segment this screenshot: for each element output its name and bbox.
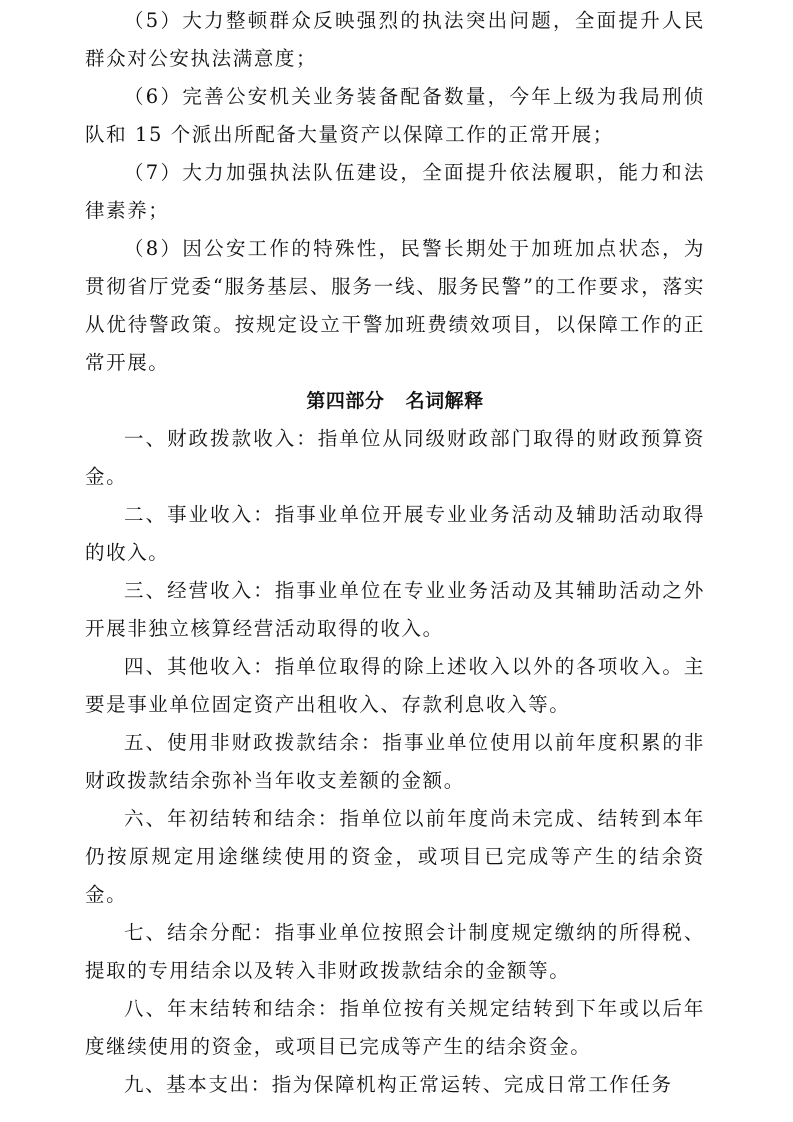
document-body bbox=[85, 2, 705, 1104]
section-title: 第四部分 名词解释 bbox=[306, 390, 484, 412]
paragraph-item-6: （6）完善公安机关业务装备配备数量，今年上级为我局刑侦队和 15 个派出所配备大量资产以保障工作的正常开展； bbox=[85, 85, 705, 146]
definition-business-income: 二、事业收入：指事业单位开展专业业务活动及辅助活动取得的收入。 bbox=[85, 503, 705, 564]
definition-other-income: 四、其他收入：指单位取得的除上述收入以外的各项收入。主要是事业单位固定资产出租收入、存款利息收入等。 bbox=[85, 655, 705, 716]
definition-basic-expenditure: 九、基本支出：指为保障机构正常运转、完成日常工作任务 bbox=[124, 1073, 673, 1096]
definition-operating-income: 三、经营收入：指事业单位在专业业务活动及其辅助活动之外开展非独立核算经营活动取得的收入。 bbox=[85, 579, 705, 640]
definition-non-fiscal-balance-use: 五、使用非财政拨款结余：指事业单位使用以前年度积累的非财政拨款结余弥补当年收支差额的金额。 bbox=[85, 731, 705, 792]
paragraph-item-5: （5）大力整顿群众反映强烈的执法突出问题，全面提升人民群众对公安执法满意度； bbox=[85, 9, 705, 70]
definition-closing-carryover: 八、年末结转和结余：指单位按有关规定结转到下年或以后年度继续使用的资金，或项目已完成等产生的结余资金。 bbox=[85, 997, 705, 1058]
paragraph-item-7: （7）大力加强执法队伍建设，全面提升依法履职，能力和法律素养； bbox=[85, 161, 705, 222]
definition-fiscal-appropriation-income: 一、财政拨款收入：指单位从同级财政部门取得的财政预算资金。 bbox=[85, 427, 705, 488]
paragraph-item-8: （8）因公安工作的特殊性，民警长期处于加班加点状态，为贯彻省厅党委“服务基层、服务一线、服务民警”的工作要求，落实从优待警政策。按规定设立干警加班费绩效项目，以保障工作的正常开展。 bbox=[85, 237, 705, 374]
definition-opening-carryover: 六、年初结转和结余：指单位以前年度尚未完成、结转到本年仍按原规定用途继续使用的资金，或项目已完成等产生的结余资金。 bbox=[85, 807, 705, 906]
definition-surplus-distribution: 七、结余分配：指事业单位按照会计制度规定缴纳的所得税、提取的专用结余以及转入非财政拨款结余的金额等。 bbox=[85, 921, 705, 982]
